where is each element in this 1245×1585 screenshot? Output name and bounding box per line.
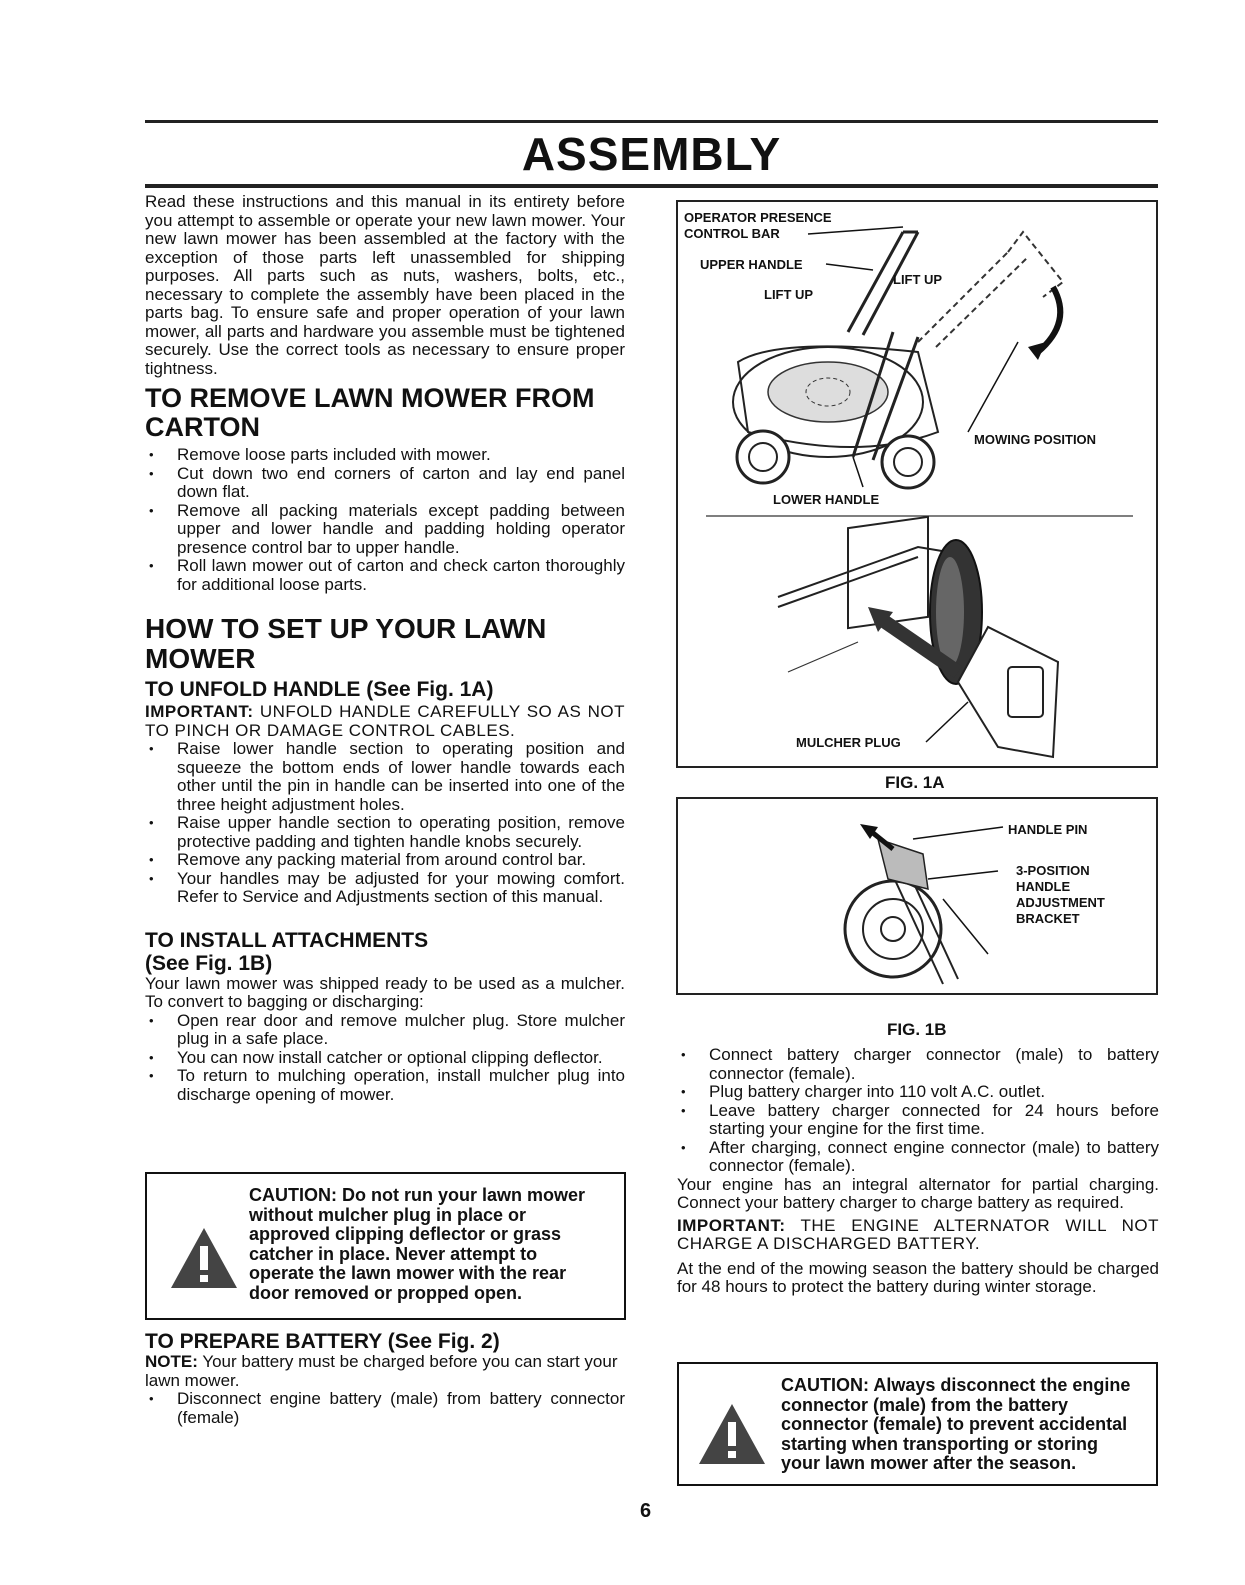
title-underline [145,184,1158,188]
battery-left-list [145,1390,625,1427]
important-label: IMPORTANT: [145,702,254,721]
list-item: • Raise lower handle section to operating position and squeeze the bottom ends of lower handle towards each other until the pin in handle can be inserted into one of the three height adjustment holes. [145,740,625,814]
fig-1b-caption: FIG. 1B [887,1020,947,1039]
fig-1a-caption: FIG. 1A [885,773,945,792]
list-item: • You can now install catcher or optional clipping deflector. [145,1049,625,1068]
list-item: • Open rear door and remove mulcher plug. Store mulcher plug in a safe place. [145,1012,625,1049]
caution-text: CAUTION: Always disconnect the engine connector (male) from the battery connector (female) to prevent accidental starting when transporting or storing your lawn mower after the season. [781,1375,1131,1473]
mowing-position-label: MOWING POSITION [974,432,1097,447]
battery-section [145,1330,625,1427]
warning-triangle-icon [697,1402,767,1466]
page-number: 6 [640,1500,652,1522]
intro-paragraph: Read these instructions and this manual in its entirety before you attempt to assemble or operate your new lawn mower. Your new lawn mower has been assembled at the factory with the exception of those parts left unassembled for shipping purposes. All parts such as nuts, washers, bolts, etc., necessary to complete the assembly have been placed in the parts bag. To ensure safe and proper operation of your lawn mower, all parts and hardware you assemble must be tightened securely. Use the correct tools as necessary to ensure proper tightness. [145,192,625,378]
list-item: • Remove any packing material from around control bar. [145,851,625,870]
list-item: • Roll lawn mower out of carton and check carton thoroughly for additional loose parts. [145,557,625,594]
lift-up-label-right: LIFT UP [893,272,943,287]
control-bar-label: CONTROL BAR [684,226,780,241]
bracket-label-line3: ADJUSTMENT [1016,895,1105,910]
lower-handle-label: LOWER HANDLE [773,492,880,507]
list-item: • Plug battery charger into 110 volt A.C. outlet. [677,1083,1159,1102]
battery-right-list [677,1046,1159,1176]
page-title: ASSEMBLY [521,128,782,180]
lift-up-label-left: LIFT UP [764,287,814,302]
alternator-important [677,1217,1159,1254]
setup-heading: HOW TO SET UP YOUR LAWN MOWER [145,613,547,674]
attachments-subheading: (See Fig. 1B) [145,951,273,975]
list-item: • To return to mulching operation, install mulcher plug into discharge opening of mower. [145,1067,625,1104]
battery-heading: TO PREPARE BATTERY (See Fig. 2) [145,1330,500,1353]
bracket-label-line2: HANDLE [1016,879,1071,894]
important-label: IMPORTANT: [677,1215,786,1235]
caution-box-battery [677,1362,1158,1486]
bracket-label-line4: BRACKET [1016,911,1080,926]
unfold-important [145,703,625,740]
list-item: • Remove all packing materials except padding between upper and lower handle and padding holding operator presence control bar to upper handle. [145,502,625,558]
list-item: • Connect battery charger connector (male) to battery connector (female). [677,1046,1159,1083]
attachments-heading: TO INSTALL ATTACHMENTS [145,928,429,952]
list-item: • Cut down two end corners of carton and lay end panel down flat. [145,465,625,502]
important-text: THE ENGINE ALTERNATOR WILL NOT CHARGE A DISCHARGED BATTERY. [677,1215,1159,1253]
remove-list [145,446,625,594]
alternator-paragraph: Your engine has an integral alternator for partial charging. Connect your battery charger to charge battery as required. [677,1174,1159,1212]
warning-triangle-icon [169,1226,239,1290]
figure-1b [676,797,1158,995]
unfold-list [145,740,625,907]
operator-presence-label: OPERATOR PRESENCE [684,210,832,225]
handle-bracket-diagram [678,799,1156,993]
caution-box-mulcher [145,1172,626,1320]
list-item: • After charging, connect engine connector (male) to battery connector (female). [677,1139,1159,1176]
remove-heading: TO REMOVE LAWN MOWER FROM CARTON [145,383,595,442]
figure-1a [676,200,1158,768]
bracket-label-line1: 3-POSITION [1016,863,1090,878]
upper-handle-label: UPPER HANDLE [700,257,803,272]
caution-text: CAUTION: Do not run your lawn mower without mulcher plug in place or approved clipping deflector or grass catcher in place. Never attempt to operate the lawn mower with the rear door removed or propped open. [249,1185,585,1303]
attachments-list [145,1012,625,1105]
left-column [145,193,625,1104]
lawn-mower-handle-diagram [678,202,1156,766]
right-battery-text [677,1046,1159,1297]
list-item: • Leave battery charger connected for 24 hours before starting your engine for the first time. [677,1102,1159,1139]
important-text: UNFOLD HANDLE CAREFULLY SO AS NOT TO PINCH OR DAMAGE CONTROL CABLES. [145,702,625,740]
unfold-heading: TO UNFOLD HANDLE (See Fig. 1A) [145,678,494,701]
battery-note [145,1353,625,1390]
list-item: • Your handles may be adjusted for your mowing comfort. Refer to Service and Adjustments section of this manual. [145,870,625,907]
list-item: • Raise upper handle section to operating position, remove protective padding and tighten handle knobs securely. [145,814,625,851]
mulcher-plug-label: MULCHER PLUG [796,735,901,750]
attachments-intro: Your lawn mower was shipped ready to be used as a mulcher. To convert to bagging or discharging: [145,973,625,1011]
storage-paragraph: At the end of the mowing season the battery should be charged for 48 hours to protect the battery during winter storage. [677,1258,1159,1296]
list-item: • Remove loose parts included with mower. [145,446,625,465]
note-text: Your battery must be charged before you can start your lawn mower. [145,1352,618,1390]
top-rule [145,120,1158,123]
handle-pin-label: HANDLE PIN [1008,822,1088,837]
note-label: NOTE: [145,1352,198,1371]
list-item: • Disconnect engine battery (male) from battery connector (female) [145,1390,625,1427]
